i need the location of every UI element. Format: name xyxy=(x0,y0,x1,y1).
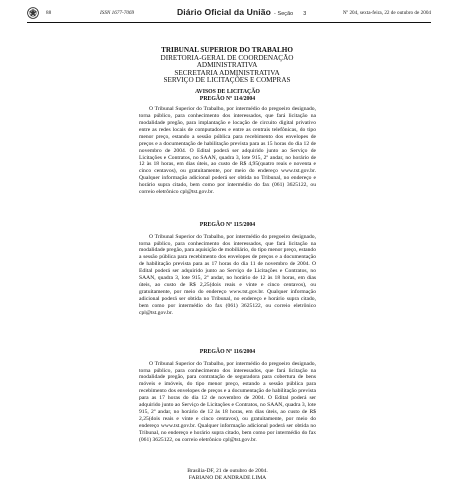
notice-116-text: O Tribunal Superior do Trabalho, por intermédio do pregoeiro designado, torna público, para conhecimento dos interessados, que fará licitação na modalidade pregão, para contratação de seguradora para cobertura de bens móveis e imóveis, do tipo menor preço, estando a sessão pública para recebimento dos envelopes de preços e a documentação de habilitação prevista para as 17 horas do dia 12 de novembro de 2004. O Edital poderá ser adquirido junto ao Serviço de Licitações e Contratos, no SAAN, quadra 3, lote 915, 2º andar, no horário de 12 às 18 horas, em dias úteis, ao custo de R$ 2,25(dois reais e vinte e cinco centavos), ou gratuitamente, por meio do endereço www.tst.gov.br. Qualquer informação adicional poderá ser obtida no Tribunal, no endereço e horário supra citado, bem como por intermédio do fax (061) 3625122, ou correio eletrônico cpl@tst.gov.br. xyxy=(139,360,316,443)
closing xyxy=(139,468,316,482)
org-line-2: DIRETORIA-GERAL DE COORDENAÇÃO xyxy=(160,53,294,62)
org-line-1: TRIBUNAL SUPERIOR DO TRABALHO xyxy=(161,46,293,54)
edition-info: Nº 204, sexta-feira, 22 de outubro de 2004 xyxy=(342,10,431,16)
place-date: Brasília-DF, 21 de outubro de 2004. xyxy=(187,468,268,474)
section-number: 3 xyxy=(303,11,307,17)
org-line-3: ADMINISTRATIVA xyxy=(196,61,258,70)
brasao-seal-icon xyxy=(27,7,39,19)
section-label: - Seção xyxy=(274,11,294,17)
notice-115-text: O Tribunal Superior do Trabalho, por intermédio do pregoeiro designado, torna público, para conhecimento dos interessados, que fará licitação na modalidade pregão, para aquisição de mobiliário, do tipo menor preço, estando a sessão pública para recebimento dos envelopes de preços e a documentação de habilitação prevista para as 17 horas do dia 11 de novembro de 2004. O Edital poderá ser adquirido junto ao Serviço de Licitações e Contratos, no SAAN, quadra 3, lote 915, 2º andar, no horário de 12 às 18 horas, em dias úteis, ao custo de R$ 2,25(dois reais e vinte e cinco centavos), ou gratuitamente, por meio do endereço www.tst.gov.br. Qualquer informação adicional poderá ser obtida no Tribunal, no endereço e horário supra citado, bem como por intermédio do fax (061) 3625122, ou correio eletrônico cpl@tst.gov.br. xyxy=(139,233,316,316)
org-line-5: SERVIÇO DE LICITAÇÕES E COMPRAS xyxy=(163,76,291,85)
page-header xyxy=(27,7,431,21)
masthead xyxy=(177,7,306,17)
org-heading xyxy=(120,47,334,85)
header-rule xyxy=(27,22,431,23)
notice-114-title: PREGÃO Nº 114/2004 xyxy=(199,95,256,102)
notice-116-title: PREGÃO Nº 116/2004 xyxy=(199,349,256,355)
signatory-name: FABIANO DE ANDRADE LIMA xyxy=(188,474,267,481)
org-line-4: SECRETARIA ADMINISTRATIVA xyxy=(174,68,280,77)
notices-heading: AVISOS DE LICITAÇÃO xyxy=(195,89,260,95)
notice-114 xyxy=(139,89,316,196)
page-number: 88 xyxy=(46,10,52,16)
notice-116 xyxy=(139,349,316,443)
issn: ISSN 1677-7069 xyxy=(100,10,135,16)
notice-115-title: PREGÃO Nº 115/2004 xyxy=(199,222,256,228)
notice-115 xyxy=(139,222,316,316)
notice-114-text: O Tribunal Superior do Trabalho, por intermédio do pregoeiro designado, torna público, para conhecimento dos interessados, que fará licitação na modalidade pregão, para implantação e locação de circuito digital privativo entre as redes locais de computadores e entre as centrais telefônicas, do tipo menor preço, estando a sessão pública para recebimento dos envelopes de preços e a documentação de habilitação prevista para as 15 horas do dia 12 de novembro de 2004. O Edital poderá ser adquirido junto ao Serviço de Licitações e Contratos, no SAAN, quadra 3, lote 915, 2º andar, no horário de 12 às 18 horas, em dias úteis, ao custo de R$ 4,95(quatro reais e noventa e cinco centavos), ou gratuitamente, por meio do endereço www.tst.gov.br. Qualquer informação adicional poderá ser obtida no Tribunal, no endereço e horário supra citado, bem como por intermédio do fax (061) 3625122, ou correio eletrônico cpl@tst.gov.br. xyxy=(139,106,316,196)
publication-title: Diário Oficial da União xyxy=(177,7,271,17)
